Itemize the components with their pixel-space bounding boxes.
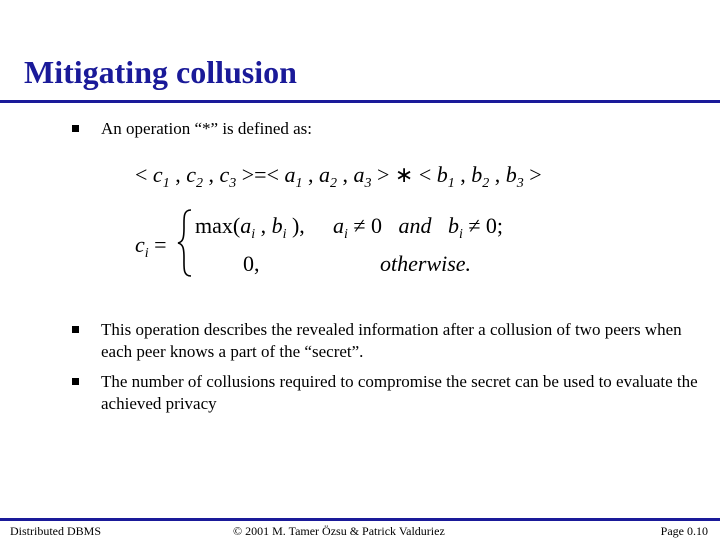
formula-lhs: < $c_1$ , $c_2$ , $c_3$ >: [135, 162, 255, 191]
footer-divider: [0, 518, 720, 521]
bullet-text: An operation “*” is defined as:: [101, 119, 313, 138]
formula-star: ∗: [394, 162, 414, 187]
bullet-marker: [72, 125, 79, 132]
bullet-text: This operation describes the revealed information after a collusion of two peers when each peer knows a part of the “secret”.: [101, 320, 682, 361]
formula-equals: =: [254, 162, 267, 187]
case1-condition: $a_i \ne 0$ and $b_i \ne 0$;: [333, 213, 504, 242]
formula-ci-label: $c_i$ =: [135, 232, 167, 261]
bullet-marker: [72, 378, 79, 385]
title-divider: [0, 100, 720, 103]
footer-center: © 2001 M. Tamer Özsu & Patrick Valduriez: [233, 524, 445, 538]
case1-expression: $\max(a_i$ , $b_i$ ),: [195, 213, 305, 242]
footer-page-number: Page 0.10: [660, 524, 708, 538]
formula-rhs-a: < $a_1$ , $a_2$ , $a_3$ >: [266, 162, 390, 191]
slide-title: Mitigating collusion: [24, 54, 297, 90]
bullet-text: The number of collusions required to compromise the secret can be used to evaluate the achieved privacy: [101, 372, 698, 413]
footer-left: Distributed DBMS: [10, 524, 102, 538]
case2-condition: otherwise.: [380, 251, 472, 276]
formula-rhs-b: < $b_1$ , $b_2$ , $b_3$ >: [418, 162, 542, 191]
piecewise-brace-icon: [175, 208, 195, 278]
case2-expression: 0,: [243, 251, 260, 276]
formula-definition: [135, 162, 542, 191]
bullet-marker: [72, 326, 79, 333]
